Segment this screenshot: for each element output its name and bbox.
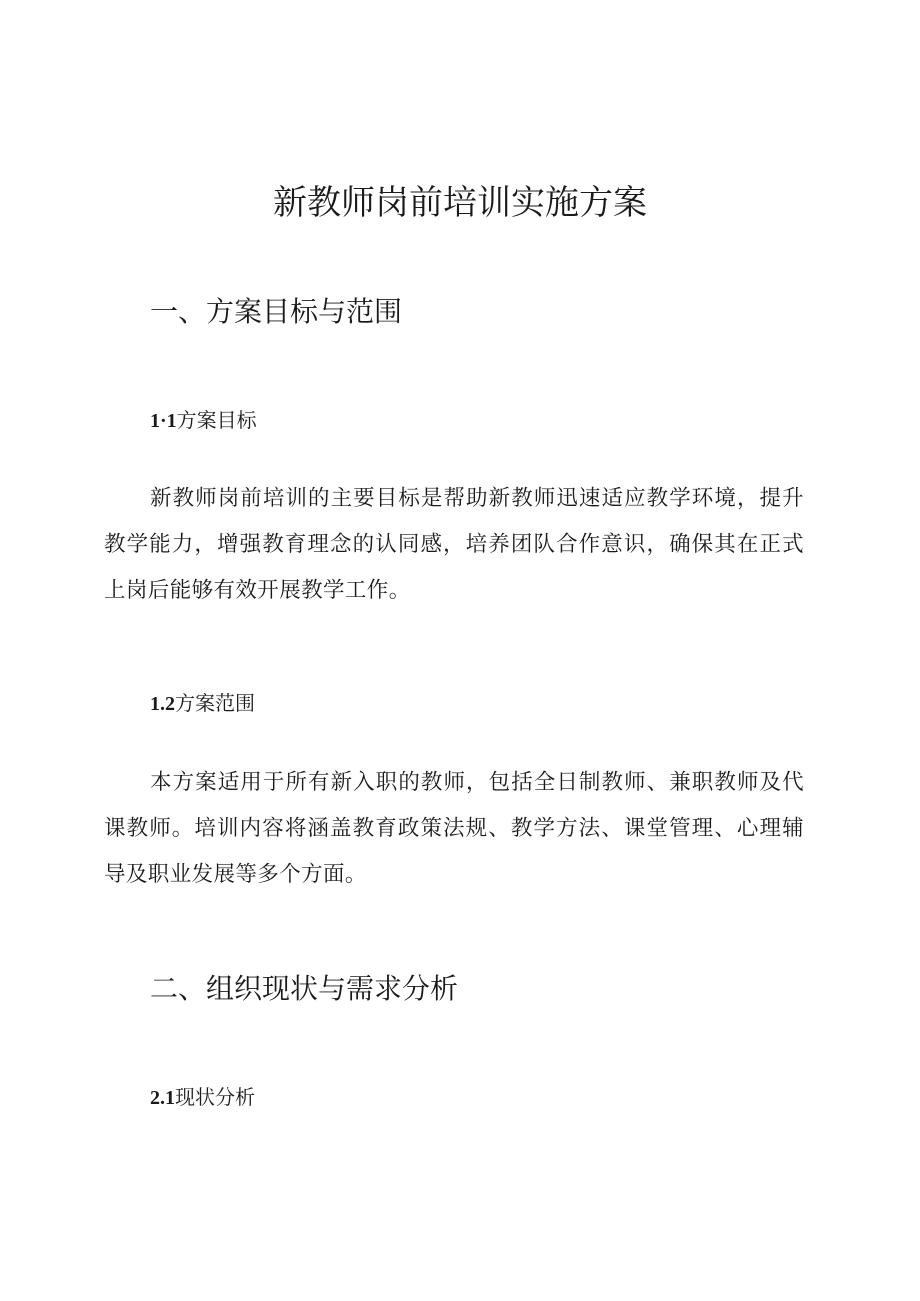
document-title: 新教师岗前培训实施方案	[273, 183, 647, 223]
subsection-title: 方案范围	[175, 691, 255, 715]
subsection-title: 方案目标	[176, 408, 257, 432]
subsection-number: 1.2	[150, 693, 175, 715]
section-heading-1: 一、方案目标与范围	[150, 295, 403, 328]
paragraph-scope: 本方案适用于所有新入职的教师，包括全日制教师、兼职教师及代课教师。培训内容将涵盖教育政策法规、教学方法、课堂管理、心理辅导及职业发展等多个方面。	[104, 770, 804, 887]
subsection-heading-1-1	[150, 405, 257, 436]
subsection-heading-2-1	[150, 1082, 255, 1113]
subsection-heading-1-2	[150, 688, 255, 719]
paragraph-goal: 新教师岗前培训的主要目标是帮助新教师迅速适应教学环境，提升教学能力，增强教育理念的认同感，培养团队合作意识，确保其在正式上岗后能够有效开展教学工作。	[104, 486, 804, 603]
subsection-number: 1·1	[150, 410, 177, 432]
subsection-number: 2.1	[150, 1087, 175, 1109]
section-heading-2: 二、组织现状与需求分析	[150, 972, 459, 1005]
subsection-title: 现状分析	[175, 1085, 255, 1109]
